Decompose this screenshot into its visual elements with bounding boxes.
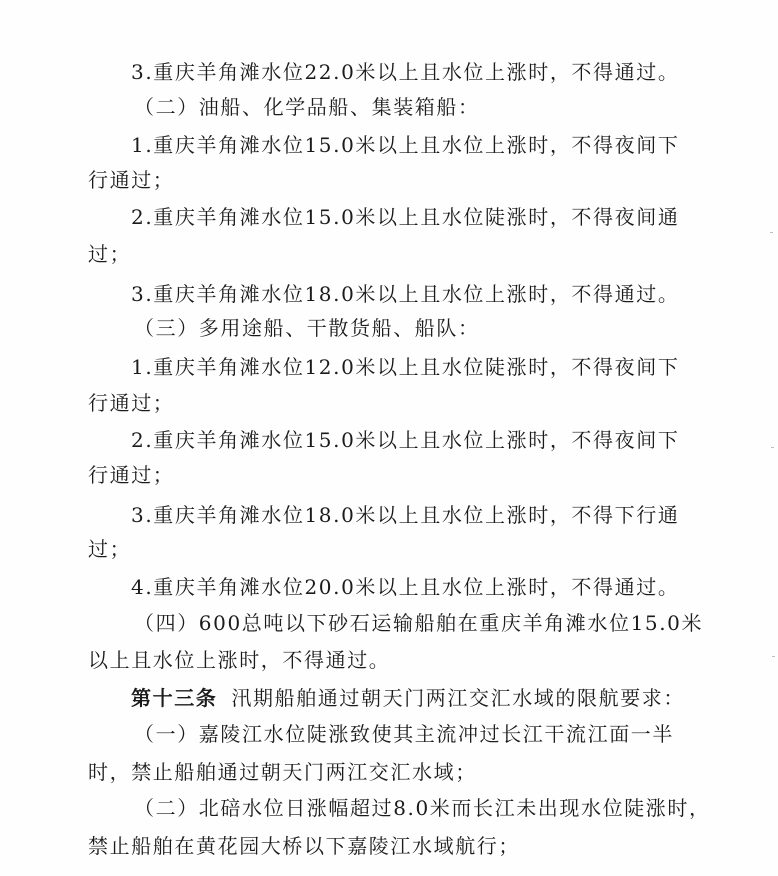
section-heading: （一）嘉陵江水位陡涨致使其主流冲过长江干流江面一半 xyxy=(134,722,674,746)
section-heading: （二）北碚水位日涨幅超过8.0米而长江未出现水位陡涨时， xyxy=(134,796,711,820)
paragraph-line: 行通过； xyxy=(88,463,175,487)
scan-speck xyxy=(770,232,773,233)
paragraph-line: 过； xyxy=(88,242,132,266)
scan-speck xyxy=(771,447,774,448)
paragraph-line: 3.重庆羊角滩水位18.0米以上且水位上涨时，不得通过。 xyxy=(131,282,680,306)
paragraph-line: 3.重庆羊角滩水位18.0米以上且水位上涨时，不得下行通 xyxy=(131,503,680,527)
paragraph-line: 行通过； xyxy=(88,391,175,415)
paragraph-line: 3.重庆羊角滩水位22.0米以上且水位上涨时，不得通过。 xyxy=(131,60,680,84)
paragraph-line: 行通过； xyxy=(88,168,175,192)
paragraph-line: 过； xyxy=(88,537,132,561)
paragraph-line: 2.重庆羊角滩水位15.0米以上且水位陡涨时，不得夜间通 xyxy=(131,205,680,229)
section-heading: （四）600总吨以下砂石运输船舶在重庆羊角滩水位15.0米 xyxy=(134,611,704,635)
article-text: 汛期船舶通过朝天门两江交汇水域的限航要求： xyxy=(231,686,686,710)
section-heading: （二）油船、化学品船、集装箱船： xyxy=(134,95,480,119)
paragraph-line: 2.重庆羊角滩水位15.0米以上且水位上涨时，不得夜间下 xyxy=(131,428,680,452)
paragraph-line: 1.重庆羊角滩水位15.0米以上且水位上涨时，不得夜间下 xyxy=(131,133,680,157)
section-heading: （三）多用途船、干散货船、船队： xyxy=(134,316,480,340)
article-13-line xyxy=(131,684,685,712)
article-heading: 第十三条 xyxy=(131,686,218,710)
paragraph-line: 禁止船舶在黄花园大桥以下嘉陵江水域航行； xyxy=(88,834,520,858)
paragraph-line: 时，禁止船舶通过朝天门两江交汇水域； xyxy=(88,760,477,784)
scan-speck xyxy=(772,656,775,657)
paragraph-line: 以上且水位上涨时，不得通过。 xyxy=(88,648,391,672)
paragraph-line: 4.重庆羊角滩水位20.0米以上且水位上涨时，不得通过。 xyxy=(131,575,680,599)
paragraph-line: 1.重庆羊角滩水位12.0米以上且水位陡涨时，不得夜间下 xyxy=(131,355,680,379)
